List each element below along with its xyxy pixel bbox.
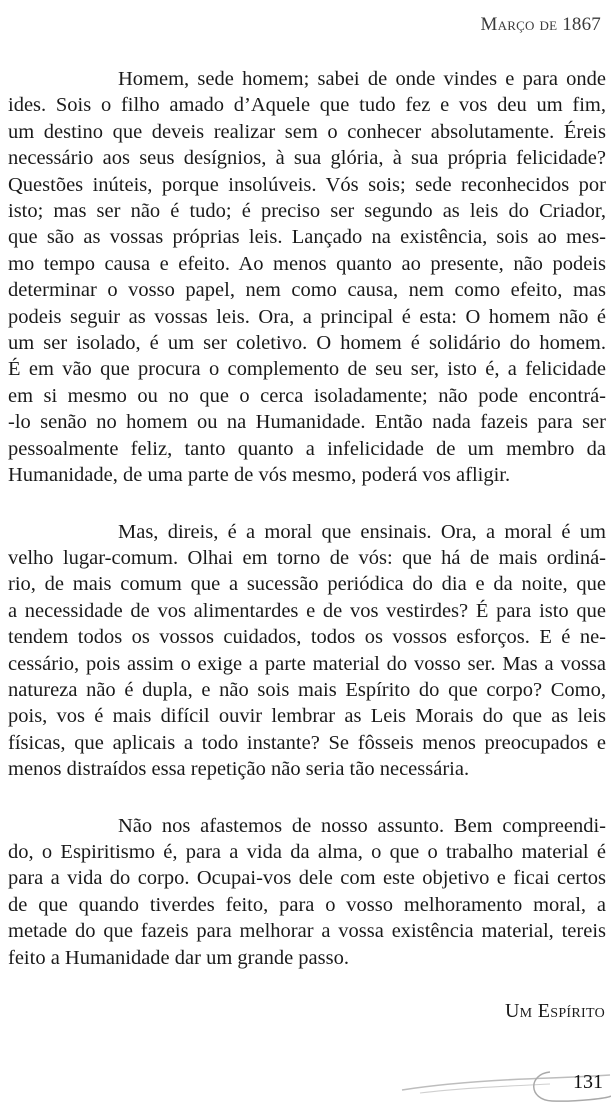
text-line: velho lugar-comum. Olhai em torno de vós: que há de mais ordiná- xyxy=(8,546,606,569)
text-line: natureza não é dupla, e não sois mais Espírito do que corpo? Como, xyxy=(8,678,606,701)
text-line: de que quando tiverdes feito, para o vosso melhoramento moral, a xyxy=(8,893,606,916)
text-line: Homem, sede homem; sabei de onde vindes e para onde xyxy=(118,68,606,90)
text-line: cessário, pois assim o exige a parte material do vosso ser. Mas a vossa xyxy=(8,652,606,675)
text-line: feito a Humanidade dar um grande passo. xyxy=(8,946,349,969)
text-line: Não nos afastemos de nosso assunto. Bem compreendi- xyxy=(118,814,606,837)
text-line: do, o Espiritismo é, para a vida da alma, o que o trabalho material é xyxy=(8,840,606,863)
text-line: tendem todos os vossos cuidados, todos os vossos esforços. E é ne- xyxy=(8,626,606,649)
text-line: menos distraídos essa repetição não seria tão necessária. xyxy=(8,758,470,781)
text-line: físicas, que aplicais a todo instante? Se fôsseis menos preocupados e xyxy=(8,731,606,754)
text-line: isto; mas ser não é tudo; é preciso ser segundo as leis do Criador, xyxy=(8,200,606,223)
article-body xyxy=(8,66,606,1001)
signature: Um Espírito xyxy=(504,1000,605,1022)
paragraph-1 xyxy=(8,66,606,489)
paragraph-2 xyxy=(8,519,606,783)
text-line: a necessidade de vos alimentardes e de vos vestirdes? É para isto que xyxy=(8,599,606,622)
text-line: É em vão que procura o complemento de seu ser, isto é, a felicidade xyxy=(8,358,606,381)
text-line: pessoalmente feliz, tanto quanto a infelicidade de um membro da xyxy=(8,437,606,460)
text-line: pois, vos é mais difícil ouvir lembrar as Leis Morais do que as leis xyxy=(8,705,606,728)
paragraph-3 xyxy=(8,813,606,971)
text-line: metade do que fazeis para melhorar a vossa existência material, tereis xyxy=(8,920,606,943)
page-number: 131 xyxy=(573,1071,603,1093)
text-line: ides. Sois o filho amado d’Aquele que tudo fez e vos deu um fim, xyxy=(8,94,606,117)
text-line: Mas, direis, é a moral que ensinais. Ora, a moral é um xyxy=(118,520,606,543)
text-line: um destino que deveis realizar sem o conhecer absolutamente. Éreis xyxy=(8,120,606,143)
text-line: mo tempo causa e efeito. Ao menos quanto ao presente, não podeis xyxy=(8,252,606,275)
text-line: para a vida do corpo. Ocupai-vos dele com este objetivo e ficai certos xyxy=(8,867,606,890)
text-line: podeis seguir as vossas leis. Ora, a principal é esta: O homem não é xyxy=(8,305,606,328)
text-line: necessário aos seus desígnios, à sua glória, à sua própria felicidade? xyxy=(8,147,606,170)
text-line: Questões inúteis, porque insolúveis. Vós sois; sede reconhecidos por xyxy=(8,173,606,196)
running-header: Março de 1867 xyxy=(480,14,601,35)
text-line: -lo senão no homem ou na Humanidade. Então nada fazeis para ser xyxy=(8,411,606,434)
text-line: rio, de mais comum que a sucessão periódica do dia e da noite, que xyxy=(8,573,606,596)
text-line: um ser isolado, é um ser coletivo. O homem é solidário do homem. xyxy=(8,332,606,355)
text-line: que são as vossas próprias leis. Lançado na existência, sois ao mes- xyxy=(8,226,606,249)
text-line: Humanidade, de uma parte de vós mesmo, poderá vos afligir. xyxy=(8,464,511,487)
text-line: determinar o vosso papel, nem como causa, nem como efeito, mas xyxy=(8,279,606,302)
text-line: em si mesmo ou no que o cerca isoladamente; não pode encontrá- xyxy=(8,384,606,407)
